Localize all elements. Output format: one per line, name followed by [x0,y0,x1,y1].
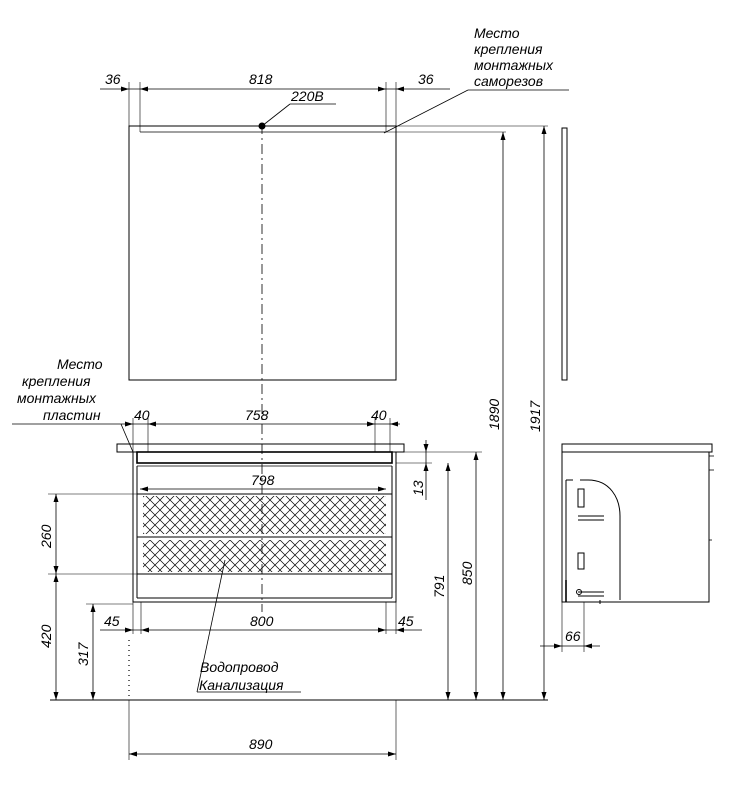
side-depth-dimension [540,602,600,652]
dim-top-thickness: 13 [410,480,426,496]
dim-overall-width: 890 [249,736,273,752]
power-label [262,88,336,126]
water-label: Водопровод [200,659,279,675]
mirror-note-line-2: крепления [474,41,543,57]
dim-drawer-height: 260 [38,524,54,548]
cabinet-mount-note [17,356,103,423]
dim-cab-791: 791 [431,574,447,598]
power-text: 220В [291,88,324,104]
dim-inner-width: 798 [251,472,275,488]
dim-mirror-right: 36 [418,71,434,87]
dim-mirror-span: 818 [249,71,273,87]
dim-mirror-top-height: 1917 [527,400,543,432]
dim-cab-850: 850 [459,561,475,585]
inner-width-dimension [140,472,386,492]
dim-cab-left: 40 [134,407,150,423]
mirror-side-profile [562,128,567,380]
left-vertical-dimensions [38,494,140,700]
dim-cab-right: 40 [371,407,387,423]
lower-drawer-hatch [143,540,386,572]
dim-bottom-right: 45 [398,613,414,629]
dim-mirror-left: 36 [105,71,121,87]
mirror-note-line-3: монтажных [474,57,554,73]
mirror-note-line-1: Место [474,25,520,41]
floor-and-overall-width [50,700,548,760]
mirror-mount-note [384,25,569,133]
cab-note-line-1: Место [57,356,103,372]
sewer-label: Канализация [199,677,284,693]
cab-note-line-4: пластин [43,407,101,423]
dim-mirror-mount-height: 1890 [486,398,502,430]
cabinet-side-view [562,444,714,604]
cab-note-line-3: монтажных [17,390,97,406]
dim-pipe-height: 317 [75,642,91,666]
dim-side-depth: 66 [565,628,581,644]
cab-note-line-2: крепления [22,373,91,389]
upper-drawer-hatch [143,496,386,534]
mirror-top-dimensions [100,71,450,132]
cabinet-bottom-dimensions [100,602,422,634]
dim-bottom-span: 800 [250,613,274,629]
dim-drawer-bottom: 420 [38,624,54,648]
dim-cab-span: 758 [245,407,269,423]
dim-bottom-left: 45 [104,613,120,629]
mirror-note-line-4: саморезов [474,73,544,89]
mirror [129,123,396,613]
